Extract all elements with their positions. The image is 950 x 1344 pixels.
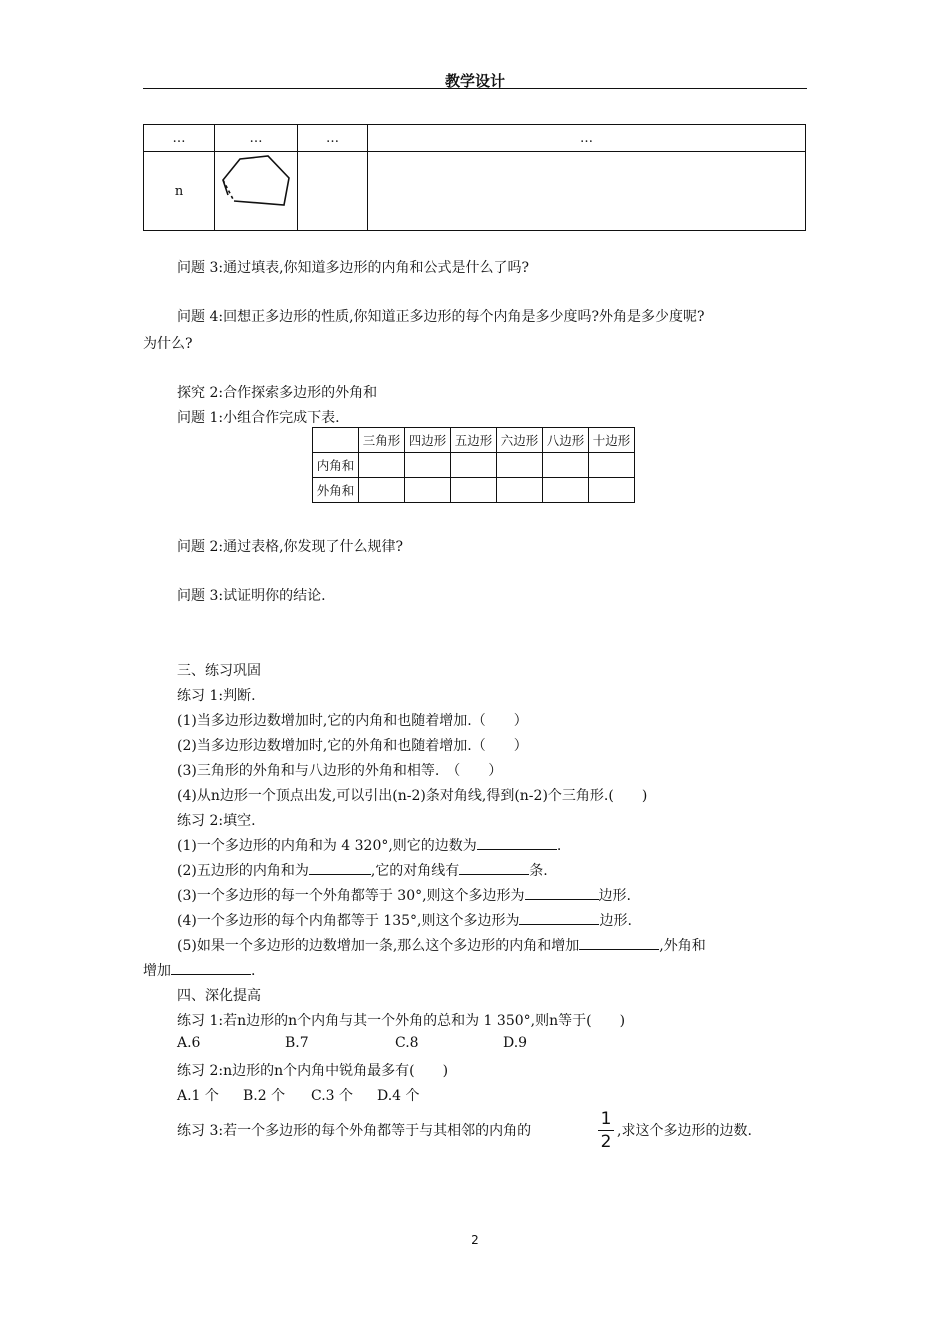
table-row [313,478,635,503]
exercise-2-item-1 [177,835,561,855]
interior-exterior-sum-table [312,427,635,503]
item-text: (2)五边形的内角和为 [177,863,309,879]
fraction-numerator: 1 [600,1109,612,1129]
exercise-1-item-1: (1)当多边形边数增加时,它的内角和也随着增加.（ ） [177,713,528,729]
item-text: . [556,838,562,854]
question-3: 问题 3:通过填表,你知道多边形的内角和公式是什么了吗? [177,260,530,276]
answer-blank[interactable] [309,860,371,875]
table-cell: … [298,125,368,152]
table-row-header: 内角和 [313,453,359,478]
table-cell [298,152,368,231]
table-cell[interactable] [589,453,635,478]
item-text: 边形. [598,888,631,904]
exercise-2-title: 练习 2:填空. [177,813,256,829]
item-text: ,外角和 [659,938,706,954]
option-c: C.3 个 [311,1088,354,1104]
option-a: A.1 个 [177,1088,219,1104]
exercise-1-item-3: (3)三角形的外角和与八边形的外角和相等. （ ） [177,763,503,779]
section-4-title: 四、深化提高 [177,988,261,1004]
header-rule [143,88,807,89]
table-cell[interactable] [497,478,543,503]
answer-blank[interactable] [525,885,599,900]
page-header-title: 教学设计 [444,72,505,90]
table-row-header: 外角和 [313,478,359,503]
exercise-2-item-5 [177,935,706,955]
option-c: C.8 [395,1035,419,1051]
answer-blank[interactable] [519,910,599,925]
table-cell[interactable] [405,478,451,503]
explore-2-question-1: 问题 1:小组合作完成下表. [177,410,340,426]
fraction-denominator: 2 [600,1132,612,1152]
table-row [144,152,806,231]
question-4-line1: 问题 4:回想正多边形的性质,你知道正多边形的每个内角是多少度吗?外角是多少度呢? [177,309,705,325]
page-number: 2 [471,1233,479,1247]
option-b: B.7 [285,1035,309,1051]
section-3-title: 三、练习巩固 [177,663,261,679]
table-header-cell: 三角形 [359,428,405,453]
table-header-cell: 八边形 [543,428,589,453]
explore-2-question-2: 问题 2:通过表格,你发现了什么规律? [177,539,404,555]
table-row [313,453,635,478]
exercise-2-item-2 [177,860,548,880]
exercise-2-item-4 [177,910,632,930]
item-text: (3)一个多边形的每一个外角都等于 30°,则这个多边形为 [177,888,525,904]
item-text: (4)一个多边形的每个内角都等于 135°,则这个多边形为 [177,913,520,929]
table-header-cell: 五边形 [451,428,497,453]
table-header-cell: 十边形 [589,428,635,453]
item-text: ,它的对角线有 [370,863,460,879]
table-cell: … [144,125,215,152]
fraction-one-half [596,1109,616,1152]
item-text: 增加 [143,963,171,979]
answer-blank[interactable] [171,960,251,975]
table-cell[interactable] [497,453,543,478]
item-text: . [251,963,256,979]
option-d: D.4 个 [377,1088,420,1104]
table-row [313,428,635,453]
n-gon-figure [215,152,297,226]
deep-exercise-3-b: ,求这个多边形的边数. [617,1123,752,1139]
answer-blank[interactable] [477,835,557,850]
item-text: (1)一个多边形的内角和为 4 320°,则它的边数为 [177,838,477,854]
answer-blank[interactable] [459,860,529,875]
option-a: A.6 [177,1035,201,1051]
table-cell: … [215,125,298,152]
explore-2-question-3: 问题 3:试证明你的结论. [177,588,326,604]
table-cell [368,152,806,231]
table-cell[interactable] [359,478,405,503]
table-row [144,125,806,152]
table-cell: … [368,125,806,152]
table-cell[interactable] [405,453,451,478]
polygon-table-continued [143,124,806,231]
answer-blank[interactable] [579,935,659,950]
table-header-cell: 六边形 [497,428,543,453]
table-cell[interactable] [359,453,405,478]
option-d: D.9 [503,1035,528,1051]
table-cell[interactable] [543,453,589,478]
fraction-bar [598,1130,614,1131]
table-cell: n [144,152,215,231]
option-b: B.2 个 [243,1088,286,1104]
table-cell[interactable] [451,478,497,503]
exercise-2-item-5-cont [143,960,255,980]
explore-2-title: 探究 2:合作探索多边形的外角和 [177,385,378,401]
exercise-1-item-2: (2)当多边形边数增加时,它的外角和也随着增加.（ ） [177,738,528,754]
exercise-1-title: 练习 1:判断. [177,688,256,704]
deep-exercise-1: 练习 1:若n边形的n个内角与其一个外角的总和为 1 350°,则n等于( ) [177,1013,626,1029]
deep-exercise-2: 练习 2:n边形的n个内角中锐角最多有( ) [177,1063,449,1079]
deep-exercise-3-a: 练习 3:若一个多边形的每个外角都等于与其相邻的内角的 [177,1123,532,1139]
item-text: 边形. [599,913,632,929]
polygon-figure-cell [215,152,298,231]
exercise-1-item-4: (4)从n边形一个顶点出发,可以引出(n-2)条对角线,得到(n-2)个三角形.( ) [177,788,648,804]
table-cell[interactable] [589,478,635,503]
table-cell[interactable] [543,478,589,503]
item-text: 条. [529,863,548,879]
table-header-cell: 四边形 [405,428,451,453]
exercise-2-item-3 [177,885,631,905]
question-4-line2: 为什么? [143,336,193,352]
table-cell[interactable] [451,453,497,478]
table-cell [313,428,359,453]
item-text: (5)如果一个多边形的边数增加一条,那么这个多边形的内角和增加 [177,938,580,954]
